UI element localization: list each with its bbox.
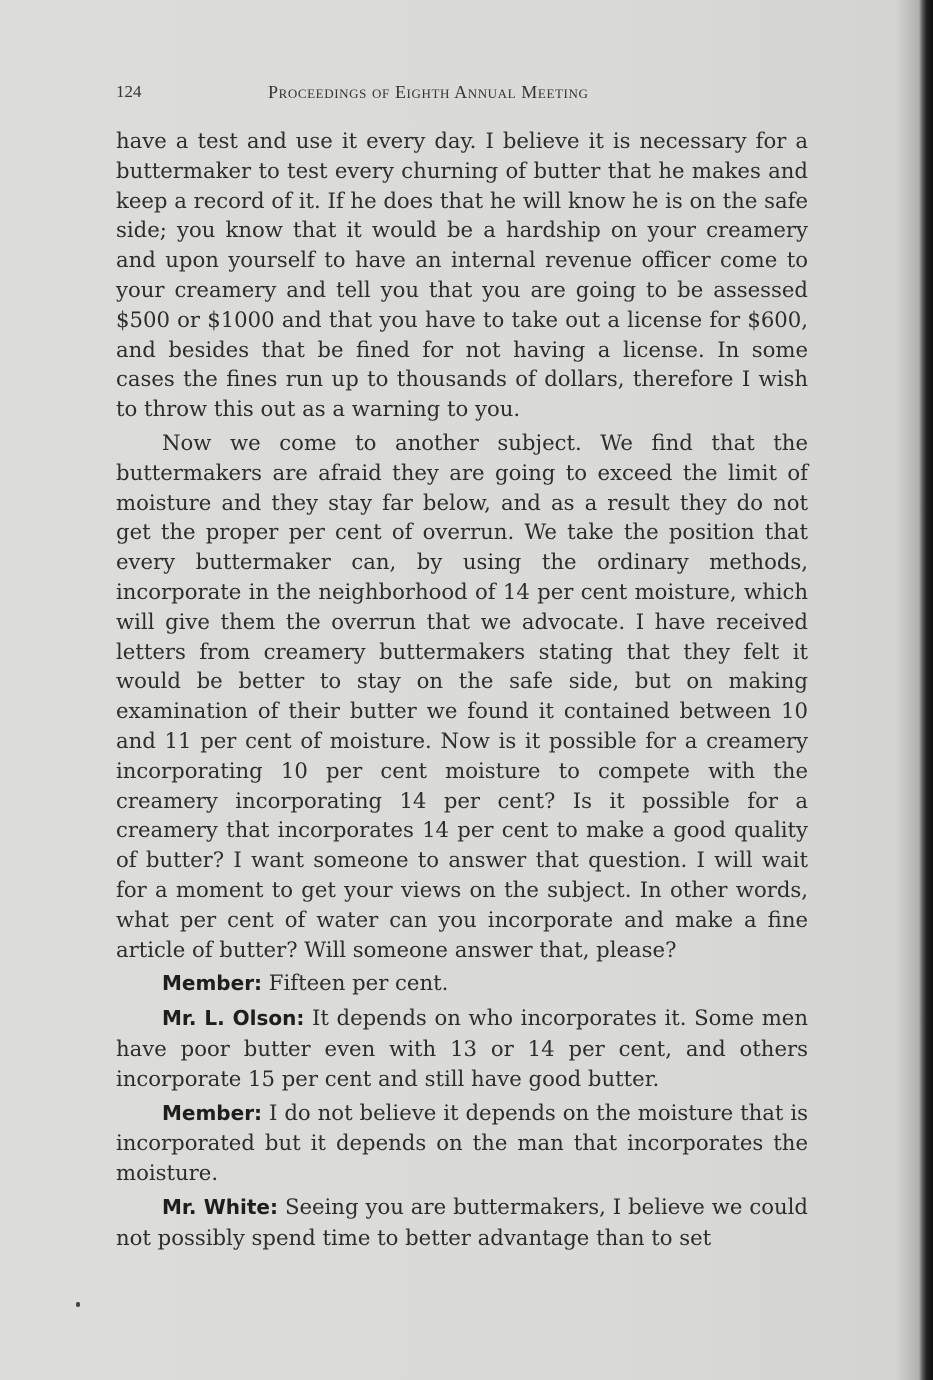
- paragraph: [116, 126, 808, 424]
- paragraph-text: I do not believe it depends on the moisture that is incorporated but it depends on the man that incorporates the moisture.: [116, 1099, 808, 1186]
- book-spine-shadow: [919, 0, 933, 1380]
- paragraph: [116, 1192, 808, 1253]
- paragraph: [116, 1098, 808, 1188]
- speaker-label: Mr. L. Olson:: [162, 1006, 305, 1031]
- ink-speck: [76, 1302, 80, 1307]
- page-number: 124: [116, 82, 142, 101]
- paragraph-text: Fifteen per cent.: [262, 970, 449, 996]
- speaker-label: Member:: [162, 1100, 263, 1125]
- paragraph: [116, 1003, 808, 1093]
- paragraph-text: Now we come to another subject. We find that the buttermakers are afraid they are going to exceed the limit of moisture and they stay far below, and as a result they do not get the proper per cent of overrun. We take the position that every buttermaker can, by using the ordinary methods, incorporate in the neighborhood of 14 per cent moisture, which will give them the overrun that we advocate. I have received letters from creamery buttermakers stating that they felt it would be better to stay on the safe side, but on making examination of their butter we found it contained between 10 and 11 per cent of moisture. Now is it possible for a creamery incorporating 10 per cent moisture to compete with the creamery incorporating 14 per cent? Is it possible for a creamery that incorporates 14 per cent to make a good quality of butter? I want someone to answer that question. I will wait for a moment to get your views on the subject. In other words, what per cent of water can you incorporate and make a fine article of butter? Will someone answer that, please?: [116, 429, 808, 962]
- speaker-label: Member:: [162, 971, 263, 996]
- page-body: [116, 126, 808, 1256]
- paragraph: [116, 968, 808, 999]
- paragraph-text: It depends on who incorporates it. Some men have poor butter even with 13 or 14 per cent, and others incorporate 15 per cent and still have good butter.: [116, 1005, 808, 1091]
- paragraph-text: have a test and use it every day. I believe it is necessary for a buttermaker to test every churning of butter that he makes and keep a record of it. If he does that he will know he is on the safe side; you know that it would be a hardship on your creamery and upon yourself to have an internal revenue officer come to your creamery and tell you that you are going to be assessed $500 or $1000 and that you have to take out a license for $600, and besides that be fined for not having a license. In some cases the fines run up to thousands of dollars, therefore I wish to throw this out as a warning to you.: [116, 128, 808, 422]
- speaker-label: Mr. White:: [162, 1194, 278, 1219]
- paragraph: [116, 428, 808, 964]
- running-title: Proceedings of Eighth Annual Meeting: [268, 82, 589, 102]
- paragraph-text: Seeing you are buttermakers, I believe we could not possibly spend time to better advantage than to set: [116, 1193, 808, 1250]
- page-header: [116, 82, 808, 110]
